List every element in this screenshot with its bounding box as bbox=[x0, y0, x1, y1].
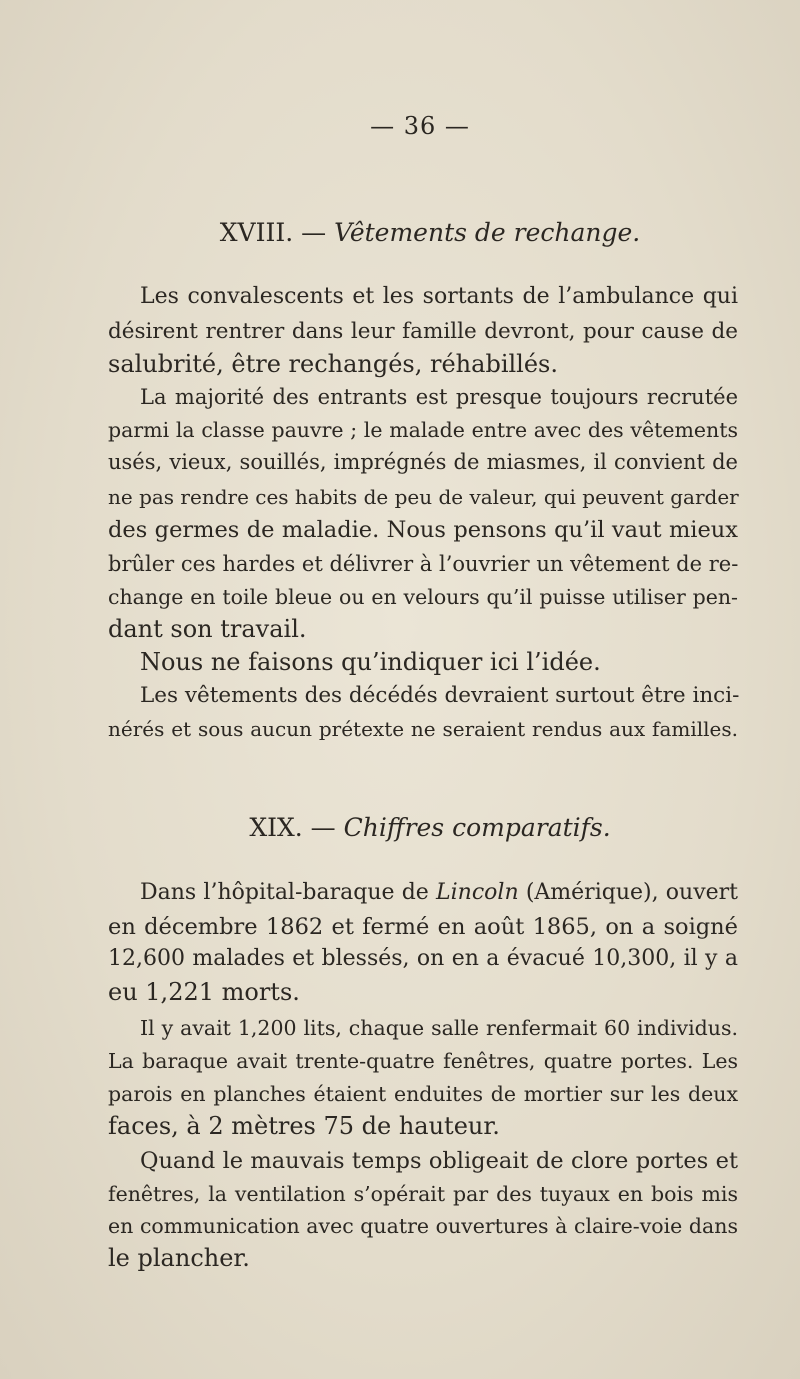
text-run: (Amérique), ouvert bbox=[518, 880, 739, 905]
text-line: nérés et sous aucun prétexte ne seraient rendus aux familles. bbox=[108, 717, 738, 741]
page-number: — 36 — bbox=[370, 112, 470, 140]
text-line: Il y avait 1,200 lits, chaque salle renfermait 60 individus. bbox=[140, 1016, 738, 1040]
text-line: faces, à 2 mètres 75 de hauteur. bbox=[108, 1112, 500, 1140]
text-line: en communication avec quatre ouvertures à claire-voie dans bbox=[108, 1214, 738, 1238]
text-line: ne pas rendre ces habits de peu de valeur, qui peuvent garder bbox=[108, 485, 739, 509]
text-line: désirent rentrer dans leur famille devront, pour cause de bbox=[108, 319, 738, 344]
text-line: usés, vieux, souillés, imprégnés de miasmes, il convient de bbox=[108, 450, 738, 474]
text-line: eu 1,221 morts. bbox=[108, 978, 300, 1006]
text-run: Dans l’hôpital-baraque de bbox=[140, 880, 437, 905]
text-line: Quand le mauvais temps obligeait de clore portes et bbox=[140, 1148, 738, 1174]
text-line: fenêtres, la ventilation s’opérait par des tuyaux en bois mis bbox=[108, 1182, 738, 1206]
text-line: La majorité des entrants est presque toujours recrutée bbox=[140, 385, 738, 409]
text-line: dant son travail. bbox=[108, 615, 307, 643]
section-number: XVIII. — bbox=[219, 218, 335, 247]
text-line: brûler ces hardes et délivrer à l’ouvrier un vêtement de re- bbox=[108, 552, 739, 576]
section-heading-xix bbox=[30, 813, 800, 842]
text-line bbox=[140, 877, 738, 909]
section-number: XIX. — bbox=[249, 813, 344, 842]
place-name: Lincoln bbox=[436, 880, 519, 905]
section-title: Vêtements de rechange. bbox=[334, 218, 641, 247]
text-line: salubrité, être rechangés, réhabillés. bbox=[108, 350, 558, 378]
text-line: Les vêtements des décédés devraient surtout être inci- bbox=[140, 683, 740, 708]
text-line: le plancher. bbox=[108, 1244, 250, 1272]
text-line: Les convalescents et les sortants de l’ambulance qui bbox=[140, 284, 738, 309]
text-line: en décembre 1862 et fermé en août 1865, on a soigné bbox=[108, 914, 738, 940]
text-line: parois en planches étaient enduites de mortier sur les deux bbox=[108, 1082, 738, 1106]
text-line: Nous ne faisons qu’indiquer ici l’idée. bbox=[140, 648, 601, 676]
text-line: La baraque avait trente-quatre fenêtres, quatre portes. Les bbox=[108, 1049, 738, 1073]
section-heading-xviii bbox=[30, 218, 800, 247]
text-line: parmi la classe pauvre ; le malade entre avec des vêtements bbox=[108, 418, 738, 442]
text-line: des germes de maladie. Nous pensons qu’il vaut mieux bbox=[108, 517, 738, 543]
text-line: 12,600 malades et blessés, on en a évacué 10,300, il y a bbox=[108, 946, 738, 971]
text-line: change en toile bleue ou en velours qu’il puisse utiliser pen- bbox=[108, 585, 738, 609]
section-title: Chiffres comparatifs. bbox=[343, 813, 611, 842]
